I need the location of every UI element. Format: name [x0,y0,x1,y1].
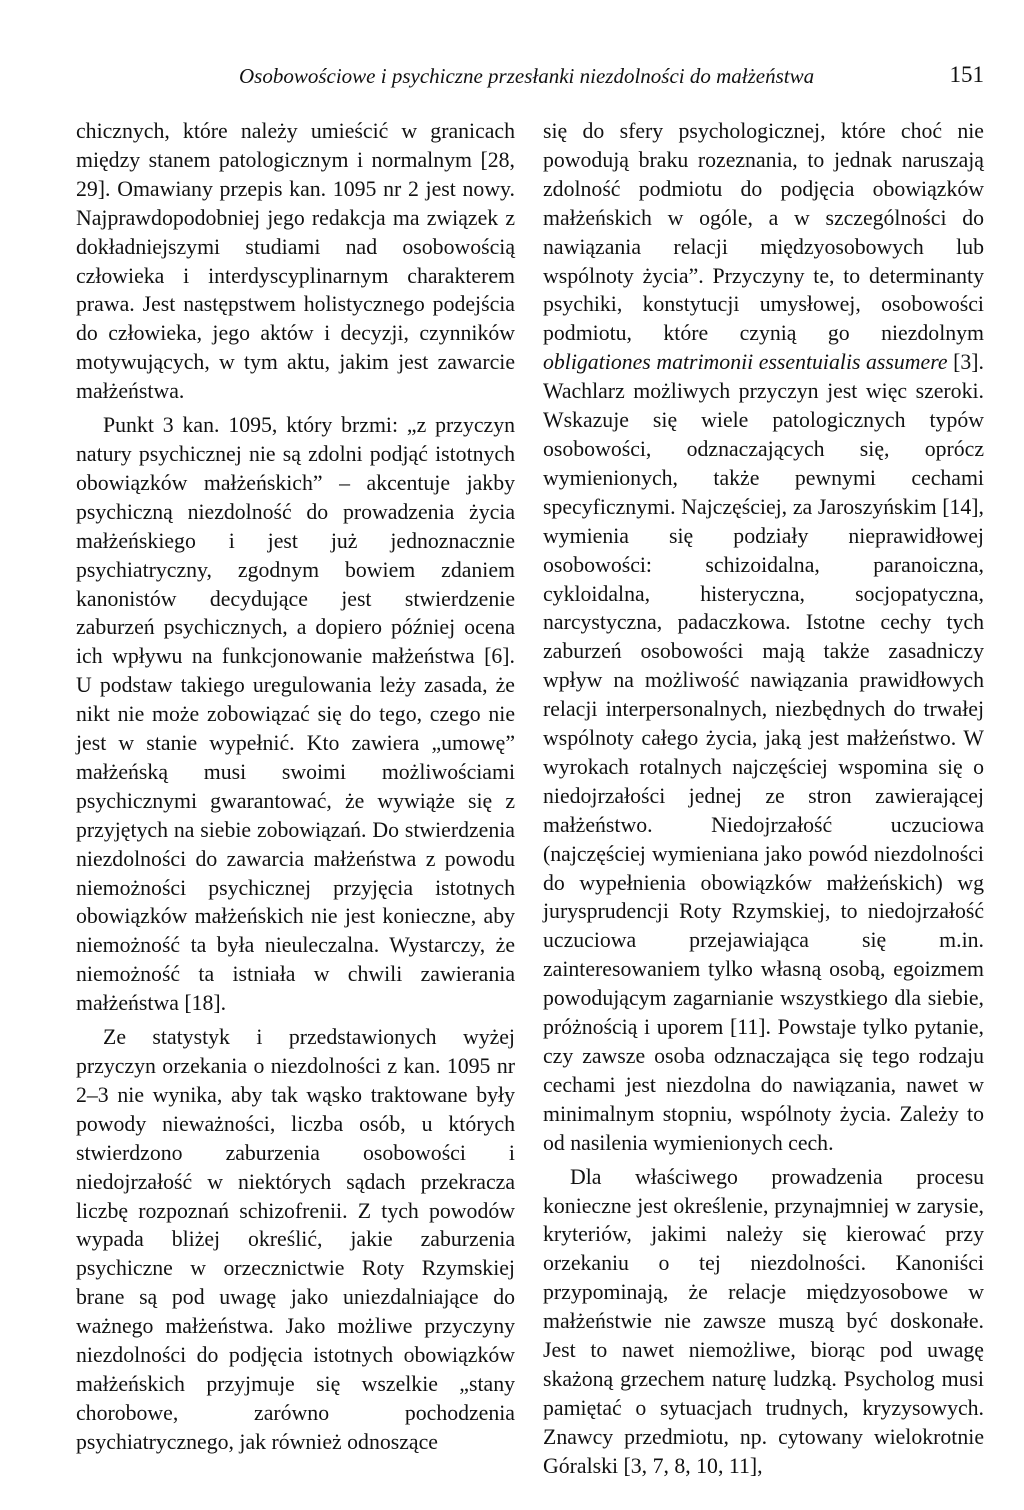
latin-phrase: obligationes matrimonii essentuialis assumere [543,350,948,375]
paragraph: chicznych, które należy umieścić w granicach między stanem patologicznym i normalnym [28, 29]. Omawiany przepis kan. 1095 nr 2 jest nowy. Najprawdopodobniej jego redakcja ma związek z dokładniejszymi studiami nad osobowością człowieka i interdyscyplinarnym charakterem prawa. Jest następstwem holistycznego podejścia do człowieka, jego aktów i decyzji, czynników motywujących, w tym aktu, jakim jest zawarcie małżeństwa. [76,119,515,404]
page-header [76,60,984,96]
paragraph: Ze statystyk i przedstawionych wyżej przyczyn orzekania o niezdolności z kan. 1095 nr 2–3 nie wynika, aby tak wąsko traktowane były powody nieważności, liczba osób, u których stwierdzono zaburzenia osobowości i niedojrzałość w niektórych sądach przekracza liczbę rozpoznań schizofrenii. Z tych powodów wypada bliżej określić, jakie zaburzenia psychiczne w orzecznictwie Roty Rzymskiej brane są pod uwagę jako uniezdalniające do ważnego małżeństwa. Jako możliwe przyczyny niezdolności do podjęcia istotnych obowiązków małżeńskich przyjmuje się wszelkie „stany chorobowe, zarówno pochodzenia psychiatrycznego, jak również odnoszące [76,1025,515,1454]
paragraph-text: [3]. Wachlarz możliwych przyczyn jest więc szeroki. Wskazuje się wiele patologicznych typów osobowości, odznaczających się, oprócz wymienionych, także pewnymi cechami specyficznymi. Najczęściej, za Jaroszyńskim [14], wymienia się podziały nieprawidłowej osobowości: schizoidalna, paranoiczna, cykloidalna, histeryczna, socjopatyczna, narcystyczna, padaczkowa. Istotne cechy tych zaburzeń osobowości mają także zasadniczy wpływ na możliwość nawiązania prawidłowych relacji interpersonalnych, niezbędnych do trwałej wspólnoty całego życia, jaką jest małżeństwo. W wyrokach rotalnych najczęściej wspomina się o niedojrzałości jednej ze stron zawierającej małżeństwo. Niedojrzałość uczuciowa (najczęściej wymieniana jako powód niezdolności do wypełnienia obowiązków małżeńskich) wg jurysprudencji Roty Rzymskiej, to niedojrzałość uczuciowa przejawiająca się m.in. zainteresowaniem tylko własną osobą, egoizmem powodującym zagarnianie wszystkiego dla siebie, próżnością i uporem [11]. Powstaje tylko pytanie, czy zawsze osoba odznaczająca się tego rodzaju cechami jest niezdolna do nawiązania, nawet w minimalnym stopniu, wspólnoty życia. Zależy to od nasilenia wymienionych cech. [543,350,984,1155]
paragraph: Punkt 3 kan. 1095, który brzmi: „z przyczyn natury psychicznej nie są zdolni podjąć istotnych obowiązków małżeńskich” – akcentuje jakby psychiczną niezdolność do prowadzenia życia małżeńskiego i jest już jednoznacznie psychiatryczny, zgodnym bowiem zdaniem kanonistów decydujące jest stwierdzenie zaburzeń psychicznych, a dopiero później ocena ich wpływu na funkcjonowanie małżeństwa [6]. U podstaw takiego uregulowania leży zasada, że nikt nie może zobowiązać się do tego, czego nie jest w stanie wypełnić. Kto zawiera „umowę” małżeńską musi swoimi możliwościami psychicznymi gwarantować, że wywiąże się z przyjętych na siebie zobowiązań. Do stwierdzenia niezdolności do zawarcia małżeństwa z powodu niemożności psychicznej przyjęcia istotnych obowiązków małżeńskich nie jest konieczne, aby niemożność ta była nieuleczalna. Wystarczy, że niemożność ta istniała w chwili zawierania małżeństwa [18]. [76,413,515,1016]
left-text-column [76,117,515,1462]
page-number: 151 [949,62,984,87]
right-text-column [543,117,984,1486]
paragraph: Dla właściwego prowadzenia procesu konieczne jest określenie, przynajmniej w zarysie, kryteriów, jakimi należy się kierować przy orzekaniu o tej niezdolności. Kanoniści przypominają, że relacje międzyosobowe w małżeństwie nie zawsze muszą być doskonałe. Jest to nawet niemożliwe, biorąc pod uwagę skażoną grzechem naturę ludzką. Psycholog musi pamiętać o sytuacjach trudnych, kryzysowych. Znawcy przedmiotu, np. cytowany wielokrotnie Góralski [3, 7, 8, 10, 11], [543,1164,984,1478]
running-title: Osobowościowe i psychiczne przesłanki niezdolności do małżeństwa [239,64,815,88]
paragraph-text: się do sfery psychologicznej, które choć nie powodują braku rozeznania, to jednak naruszają zdolność podmiotu do podjęcia obowiązków małżeńskich w ogóle, a w szczególności do nawiązania relacji międzyosobowych lub wspólnoty życia”. Przyczyny te, to determinanty psychiki, konstytucji umysłowej, osobowości podmiotu, które czynią go niezdolnym [543,119,984,346]
paragraph [543,117,984,1158]
